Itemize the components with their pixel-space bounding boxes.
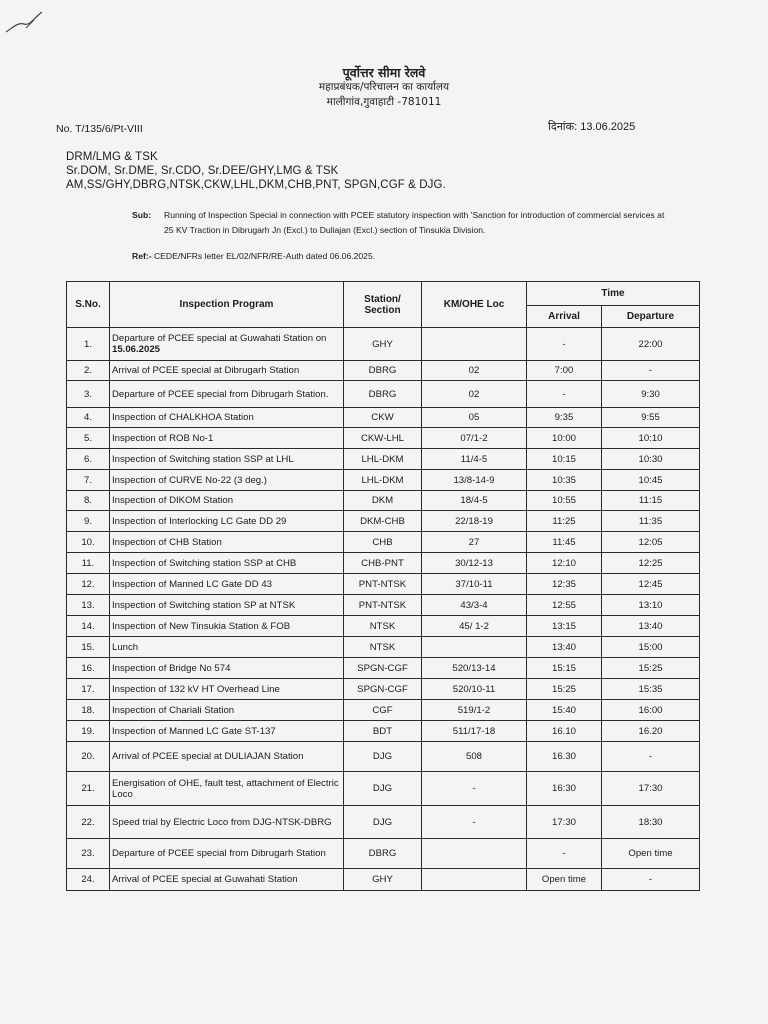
cell-km: 30/12-13: [422, 553, 527, 574]
letter-number: No. T/135/6/Pt-VIII: [56, 123, 143, 135]
cell-program-text: Inspection of Bridge No 574: [112, 662, 231, 674]
cell-km: 37/10-11: [422, 574, 527, 595]
cell-km: 520/13-14: [422, 658, 527, 679]
cell-program-text: Inspection of CHALKHOA Station: [112, 412, 254, 423]
cell-station: PNT-NTSK: [344, 595, 422, 616]
cell-arrival: 15:15: [527, 658, 602, 679]
cell-departure: 13:10: [602, 595, 700, 616]
cell-program-text: Arrival of PCEE special at DULIAJAN Station: [112, 751, 304, 762]
cell-program-text: Inspection of DIKOM Station: [112, 495, 234, 506]
cell-program: [110, 721, 344, 742]
cell-km: -: [422, 806, 527, 839]
cell-program-text: Departure of PCEE special at Guwahati Station on: [112, 333, 327, 344]
header-sno: S.No.: [67, 282, 110, 328]
cell-station: CHB: [344, 532, 422, 553]
table-row: [67, 637, 700, 658]
cell-station: LHL-DKM: [344, 470, 422, 491]
header-departure: Departure: [602, 306, 700, 328]
cell-km: 520/10-11: [422, 679, 527, 700]
cell-program: [110, 772, 344, 806]
cell-sno: 15.: [67, 637, 110, 658]
cell-program: [110, 511, 344, 532]
cell-km: 43/3-4: [422, 595, 527, 616]
cell-sno: 12.: [67, 574, 110, 595]
cell-km: 18/4-5: [422, 491, 527, 511]
cell-km: 45/ 1-2: [422, 616, 527, 637]
cell-program-text: Speed trial by Electric Loco from DJG-NTSK-DBRG: [112, 816, 332, 828]
cell-sno: 18.: [67, 700, 110, 721]
cell-departure: -: [602, 361, 700, 381]
cell-station: GHY: [344, 869, 422, 891]
cell-departure: 10:45: [602, 470, 700, 491]
cell-program-text: Inspection of CURVE No-22 (3 deg.): [112, 474, 267, 486]
office-address: मालीगांव,गुवाहाटी -781011: [326, 96, 442, 108]
cell-departure: -: [602, 869, 700, 891]
office-subtitle: महाप्रबंधक/परिचालन का कार्यालय: [318, 81, 450, 93]
reference-text: CEDE/NFRs letter EL/02/NFR/RE-Auth dated 06.06.2025.: [153, 251, 376, 261]
cell-km: 27: [422, 532, 527, 553]
cell-program-text: Inspection of Interlocking LC Gate DD 29: [112, 515, 287, 527]
cell-km: 508: [422, 742, 527, 772]
cell-program-text: Lunch: [112, 641, 139, 653]
cell-program: [110, 742, 344, 772]
cell-arrival: 10:35: [527, 470, 602, 491]
cell-program-text: Inspection of Chariali Station: [112, 704, 235, 716]
cell-km: 11/4-5: [422, 449, 527, 470]
cell-program: [110, 408, 344, 428]
table-row: [67, 679, 700, 700]
cell-departure: 10:10: [602, 428, 700, 449]
cell-sno: 23.: [67, 839, 110, 869]
cell-station: SPGN-CGF: [344, 658, 422, 679]
table-row: [67, 742, 700, 772]
cell-program: [110, 839, 344, 869]
cell-station: PNT-NTSK: [344, 574, 422, 595]
cell-sno: 10.: [67, 532, 110, 553]
inspection-schedule-table: [66, 281, 700, 891]
cell-departure: 11:35: [602, 511, 700, 532]
cell-program-text: Inspection of 132 kV HT Overhead Line: [112, 683, 280, 695]
cell-km: 05: [422, 408, 527, 428]
cell-program: [110, 637, 344, 658]
reference-label: Ref:-: [132, 251, 152, 261]
cell-arrival: 10:15: [527, 449, 602, 470]
cell-sno: 3.: [67, 381, 110, 408]
header-program: Inspection Program: [110, 282, 344, 328]
cell-departure: 15:00: [602, 637, 700, 658]
cell-sno: 2.: [67, 361, 110, 381]
cell-program: [110, 428, 344, 449]
cell-km: 02: [422, 361, 527, 381]
cell-arrival: 15:25: [527, 679, 602, 700]
cell-departure: 12:05: [602, 532, 700, 553]
cell-arrival: 13:15: [527, 616, 602, 637]
table-row: [67, 806, 700, 839]
cell-arrival: 16:30: [527, 772, 602, 806]
header-km: KM/OHE Loc: [422, 282, 527, 328]
cell-departure: 18:30: [602, 806, 700, 839]
cell-program: [110, 700, 344, 721]
table-row: [67, 869, 700, 891]
table-row: [67, 595, 700, 616]
cell-station: GHY: [344, 328, 422, 361]
header-time: Time: [527, 282, 700, 306]
cell-program: [110, 470, 344, 491]
cell-program-text: Inspection of CHB Station: [112, 536, 222, 548]
cell-station: NTSK: [344, 637, 422, 658]
cell-departure: 12:25: [602, 553, 700, 574]
cell-arrival: 12:35: [527, 574, 602, 595]
cell-station: DJG: [344, 806, 422, 839]
table-row: [67, 616, 700, 637]
addressee-line-1: DRM/LMG & TSK: [66, 151, 158, 163]
cell-km: [422, 839, 527, 869]
cell-km: [422, 637, 527, 658]
cell-arrival: 7:00: [527, 361, 602, 381]
cell-km: 511/17-18: [422, 721, 527, 742]
cell-program: [110, 658, 344, 679]
cell-arrival: 16.10: [527, 721, 602, 742]
cell-station: DBRG: [344, 381, 422, 408]
table-row: [67, 532, 700, 553]
cell-program: [110, 361, 344, 381]
cell-station: DKM-CHB: [344, 511, 422, 532]
subject: [132, 208, 672, 238]
cell-station: NTSK: [344, 616, 422, 637]
cell-program-text: Departure of PCEE special from Dibrugarh Station: [112, 848, 326, 859]
cell-program: [110, 869, 344, 891]
table-row: [67, 700, 700, 721]
cell-departure: 16:00: [602, 700, 700, 721]
subject-label: Sub:: [132, 210, 152, 220]
cell-sno: 8.: [67, 491, 110, 511]
letter-date: दिनांक: 13.06.2025: [548, 121, 636, 133]
cell-station: CKW: [344, 408, 422, 428]
cell-program: [110, 679, 344, 700]
cell-station: SPGN-CGF: [344, 679, 422, 700]
cell-program: [110, 491, 344, 511]
cell-arrival: 11:45: [527, 532, 602, 553]
cell-sno: 7.: [67, 470, 110, 491]
cell-km: -: [422, 772, 527, 806]
cell-sno: 9.: [67, 511, 110, 532]
table-row: [67, 839, 700, 869]
cell-station: DBRG: [344, 361, 422, 381]
cell-sno: 11.: [67, 553, 110, 574]
cell-departure: 22:00: [602, 328, 700, 361]
cell-arrival: -: [527, 328, 602, 361]
office-title: पूर्वोत्तर सीमा रेलवे: [342, 65, 426, 80]
table-row: [67, 553, 700, 574]
cell-sno: 13.: [67, 595, 110, 616]
cell-program-text: Arrival of PCEE special at Guwahati Station: [112, 874, 298, 885]
cell-program: [110, 616, 344, 637]
cell-station: DJG: [344, 742, 422, 772]
cell-sno: 20.: [67, 742, 110, 772]
cell-program-text: Inspection of Manned LC Gate ST-137: [112, 725, 276, 737]
cell-program-text: Inspection of Switching station SSP at CHB: [112, 557, 297, 569]
cell-arrival: 10:00: [527, 428, 602, 449]
cell-km: 07/1-2: [422, 428, 527, 449]
cell-arrival: 9:35: [527, 408, 602, 428]
table-row: [67, 381, 700, 408]
cell-departure: 16.20: [602, 721, 700, 742]
cell-arrival: 15:40: [527, 700, 602, 721]
cell-km: [422, 328, 527, 361]
cell-sno: 14.: [67, 616, 110, 637]
cell-station: DJG: [344, 772, 422, 806]
schedule-body: [67, 328, 700, 891]
cell-sno: 4.: [67, 408, 110, 428]
cell-arrival: -: [527, 839, 602, 869]
handwritten-scribble-icon: [4, 8, 44, 36]
table-row: [67, 328, 700, 361]
table-row: [67, 491, 700, 511]
table-row: [67, 511, 700, 532]
cell-departure: 10:30: [602, 449, 700, 470]
header-arrival: Arrival: [527, 306, 602, 328]
table-row: [67, 470, 700, 491]
cell-arrival: 12:10: [527, 553, 602, 574]
cell-program-text: Inspection of Switching station SSP at LHL: [112, 453, 294, 465]
cell-sno: 17.: [67, 679, 110, 700]
cell-program-text: Inspection of Manned LC Gate DD 43: [112, 578, 272, 590]
cell-departure: 9:55: [602, 408, 700, 428]
cell-sno: 24.: [67, 869, 110, 891]
cell-program-text: Departure of PCEE special from Dibrugarh Station.: [112, 388, 329, 400]
cell-sno: 1.: [67, 328, 110, 361]
reference: [132, 251, 375, 261]
cell-sno: 21.: [67, 772, 110, 806]
cell-program-text: Energisation of OHE, fault test, attachment of Electric Loco: [112, 777, 339, 800]
cell-program-text: Inspection of New Tinsukia Station & FOB: [112, 620, 291, 632]
cell-program: [110, 553, 344, 574]
table-row: [67, 772, 700, 806]
cell-sno: 22.: [67, 806, 110, 839]
cell-departure: 15:25: [602, 658, 700, 679]
cell-departure: 15:35: [602, 679, 700, 700]
cell-arrival: 16.30: [527, 742, 602, 772]
cell-arrival: 12:55: [527, 595, 602, 616]
cell-arrival: 17:30: [527, 806, 602, 839]
cell-program: [110, 532, 344, 553]
cell-departure: 12:45: [602, 574, 700, 595]
cell-arrival: 11:25: [527, 511, 602, 532]
cell-departure: Open time: [602, 839, 700, 869]
cell-departure: 13:40: [602, 616, 700, 637]
cell-program-text: Inspection of Switching station SP at NTSK: [112, 599, 296, 611]
cell-sno: 16.: [67, 658, 110, 679]
table-row: [67, 574, 700, 595]
cell-program: [110, 381, 344, 408]
cell-sno: 6.: [67, 449, 110, 470]
cell-arrival: -: [527, 381, 602, 408]
table-row: [67, 658, 700, 679]
cell-program-date: 15.06.2025: [112, 344, 161, 355]
table-row: [67, 361, 700, 381]
cell-station: LHL-DKM: [344, 449, 422, 470]
cell-program-text: Inspection of ROB No-1: [112, 432, 214, 444]
cell-sno: 5.: [67, 428, 110, 449]
cell-km: [422, 869, 527, 891]
cell-station: CGF: [344, 700, 422, 721]
cell-departure: 11:15: [602, 491, 700, 511]
cell-km: 519/1-2: [422, 700, 527, 721]
cell-program: [110, 574, 344, 595]
table-row: [67, 428, 700, 449]
cell-sno: 19.: [67, 721, 110, 742]
cell-station: CHB-PNT: [344, 553, 422, 574]
table-row: [67, 721, 700, 742]
cell-departure: 17:30: [602, 772, 700, 806]
cell-departure: 9:30: [602, 381, 700, 408]
cell-program: [110, 328, 344, 361]
cell-station: DBRG: [344, 839, 422, 869]
subject-text: Running of Inspection Special in connection with PCEE statutory inspection with 'Sanction for introduction of commercial services at 25 KV Traction in Dibrugarh Jn (Excl.) to Duliajan (Excl.) section of Tinsukia Division.: [164, 210, 665, 235]
cell-arrival: Open time: [527, 869, 602, 891]
cell-program: [110, 595, 344, 616]
cell-arrival: 13:40: [527, 637, 602, 658]
table-row: [67, 449, 700, 470]
cell-arrival: 10:55: [527, 491, 602, 511]
cell-station: DKM: [344, 491, 422, 511]
addressee-line-3: AM,SS/GHY,DBRG,NTSK,CKW,LHL,DKM,CHB,PNT, SPGN,CGF & DJG.: [66, 179, 446, 191]
header-station: Station/ Section: [344, 282, 422, 328]
cell-station: BDT: [344, 721, 422, 742]
cell-km: 13/8-14-9: [422, 470, 527, 491]
cell-km: 22/18-19: [422, 511, 527, 532]
table-row: [67, 408, 700, 428]
cell-km: 02: [422, 381, 527, 408]
cell-program: [110, 806, 344, 839]
cell-departure: -: [602, 742, 700, 772]
addressee-line-2: Sr.DOM, Sr.DME, Sr.CDO, Sr.DEE/GHY,LMG & TSK: [66, 165, 339, 177]
cell-station: CKW-LHL: [344, 428, 422, 449]
cell-program: [110, 449, 344, 470]
cell-program-text: Arrival of PCEE special at Dibrugarh Station: [112, 365, 300, 376]
